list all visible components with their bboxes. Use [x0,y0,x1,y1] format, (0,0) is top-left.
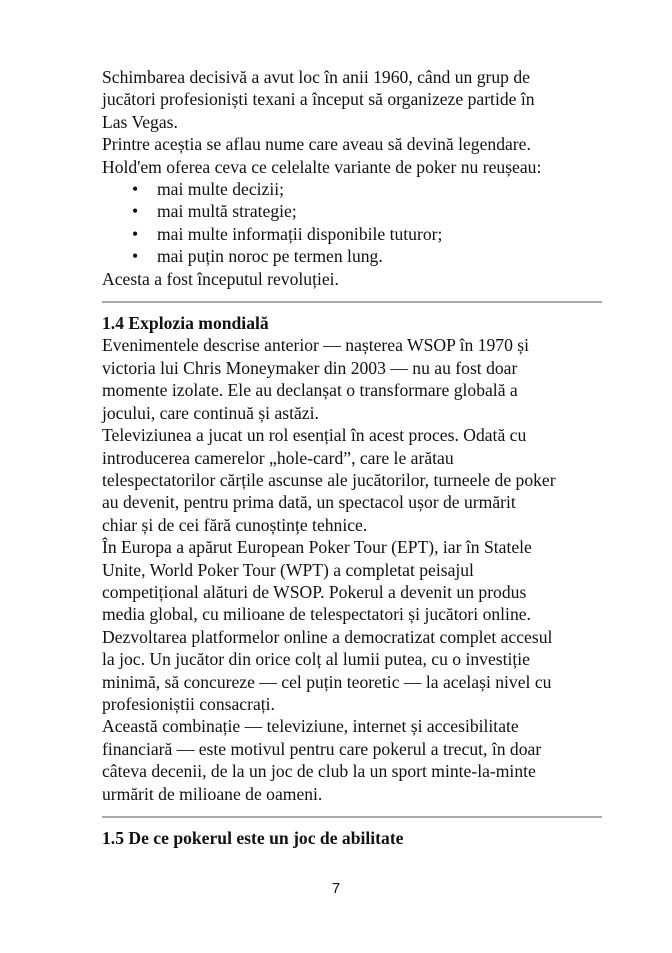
intro-line: Printre aceștia se aflau nume care aveau să devină legendare. [102,134,531,155]
body-line: Această combinație — televiziune, internet și accesibilitate [102,716,519,737]
body-line: Unite, World Poker Tour (WPT) a completat peisajul [102,559,474,580]
bullet-text: mai puțin noroc pe termen lung. [157,246,383,267]
section-divider [102,301,602,303]
section-1-5 [102,827,602,849]
body-line: introducerea camerelor „hole-card”, care le arătau [102,447,454,468]
body-line: la joc. Un jucător din orice colț al lumii putea, cu o investiție [102,649,530,670]
body-line: victoria lui Chris Moneymaker din 2003 — nu au fost doar [102,357,518,378]
body-line: telespectatorilor cărțile ascunse ale jucătorilor, turneele de poker [102,469,556,490]
bullet-icon: • [132,223,139,244]
intro-line: Hold'em oferea ceva ce celelalte variante de poker nu reușeau: [102,156,542,177]
bullet-item [102,223,602,245]
bullet-item [102,245,602,267]
body-line: chiar și de cei fără cunoștințe tehnice. [102,514,368,535]
page-number: 7 [331,880,341,897]
bullet-list [102,178,602,268]
body-line: minimă, să concureze — cel puțin teoretic — la același nivel cu [102,671,552,692]
body-line: media global, cu milioane de telespectatori și jucători online. [102,604,531,625]
bullet-icon: • [132,246,139,267]
body-line: Dezvoltarea platformelor online a democratizat complet accesul [102,626,553,647]
body-line: financiară — este motivul pentru care pokerul a trecut, în doar [102,738,542,759]
body-line: au devenit, pentru prima dată, un spectacol ușor de urmărit [102,492,516,513]
body-line: competițional alături de WSOP. Pokerul a devenit un produs [102,581,527,602]
bullet-icon: • [132,201,139,222]
body-line: câteva decenii, de la un joc de club la un sport minte-la-minte [102,761,536,782]
section-1-4 [102,312,602,805]
body-line: jocului, care continuă și astăzi. [102,402,319,423]
intro-closing: Acesta a fost începutul revoluției. [102,268,339,289]
body-line: Televiziunea a jucat un rol esențial în acest proces. Odată cu [102,425,527,446]
intro-line: Las Vegas. [102,111,178,132]
bullet-icon: • [132,179,139,200]
section-divider [102,816,602,818]
body-line: Evenimentele descrise anterior — nașterea WSOP în 1970 și [102,335,530,356]
bullet-item [102,200,602,222]
intro-line: jucători profesioniști texani a început să organizeze partide în [102,89,535,110]
document-page [102,66,602,849]
intro-line: Schimbarea decisivă a avut loc în anii 1960, când un grup de [102,67,530,87]
section-heading: 1.4 Explozia mondială [102,313,269,334]
body-line: În Europa a apărut European Poker Tour (EPT), iar în Statele [102,537,532,558]
bullet-text: mai multe decizii; [157,179,285,200]
section-heading: 1.5 De ce pokerul este un joc de abilitate [102,828,404,848]
intro-block [102,66,602,290]
body-line: urmărit de milioane de oameni. [102,783,323,804]
body-line: momente izolate. Ele au declanșat o transformare globală a [102,380,518,401]
bullet-text: mai multe informații disponibile tuturor; [157,223,443,244]
bullet-text: mai multă strategie; [157,201,297,222]
body-line: profesioniștii consacrați. [102,693,275,714]
bullet-item [102,178,602,200]
